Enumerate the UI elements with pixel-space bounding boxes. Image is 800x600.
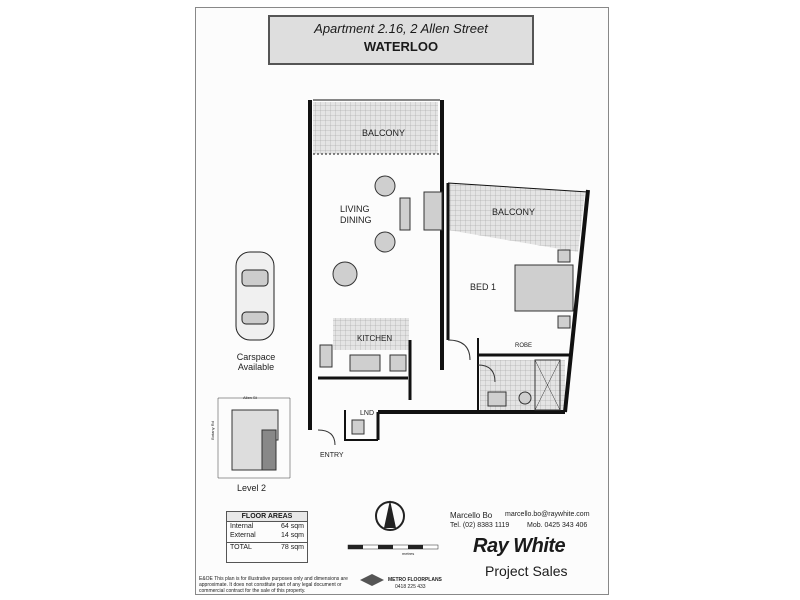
carspace-line1: Carspace	[236, 352, 276, 362]
lnd-label: LND	[360, 410, 375, 417]
scale-label: metres	[402, 551, 415, 556]
balcony-right-floor	[448, 183, 585, 252]
area-label: External	[230, 532, 256, 539]
location-plan	[218, 398, 290, 478]
balcony-right-label: BALCONY	[492, 207, 536, 217]
agent-mob: Mob. 0425 343 406	[527, 522, 588, 529]
level-label: Level 2	[237, 483, 267, 493]
agent-name: Marcello Bo	[450, 511, 493, 520]
robe-label: ROBE	[515, 343, 533, 349]
area-row-total	[227, 542, 307, 552]
area-label: Internal	[230, 523, 254, 530]
north-arrow-icon	[376, 500, 404, 530]
carspace-line2: Available	[237, 362, 275, 372]
area-row-internal	[227, 522, 307, 531]
address: Apartment 2.16, 2 Allen Street	[314, 21, 488, 36]
scale-bar	[348, 545, 438, 549]
carspace-label	[236, 352, 276, 372]
area-label: TOTAL	[230, 544, 252, 551]
credit-name: METRO FLOORPLANS	[388, 577, 442, 583]
street-label-2: Botany Rd	[209, 421, 215, 440]
dining-label: DINING	[340, 215, 372, 225]
metro-floorplans-logo-icon	[360, 574, 384, 586]
disclaimer: E&OE This plan is for illustrative purposes only and dimensions are approximate. It does not constitute part of any legal document or commercial contract for the sale of this property.	[199, 576, 348, 594]
area-value: 78 sqm	[281, 544, 304, 551]
car-icon	[236, 252, 274, 340]
agent-email[interactable]: marcello.bo@raywhite.com	[505, 511, 590, 518]
bed-label: BED 1	[470, 282, 497, 292]
street-label-1: Allen St	[243, 395, 257, 400]
living-label: LIVING	[340, 204, 370, 214]
floor-areas-table	[226, 511, 308, 563]
project-sales-label: Project Sales	[485, 563, 568, 579]
floor-areas-title: FLOOR AREAS	[227, 512, 307, 522]
area-value: 14 sqm	[281, 532, 304, 539]
credit-phone: 0418 225 433	[395, 584, 426, 590]
suburb: WATERLOO	[363, 39, 439, 54]
kitchen-label: KITCHEN	[357, 334, 393, 343]
agent-tel: Tel. (02) 8383 1119	[450, 522, 510, 529]
area-row-external	[227, 531, 307, 540]
entry-label: ENTRY	[320, 452, 344, 459]
area-value: 64 sqm	[281, 523, 304, 530]
ray-white-logo: Ray White	[473, 535, 566, 557]
balcony-top-label: BALCONY	[362, 128, 406, 138]
